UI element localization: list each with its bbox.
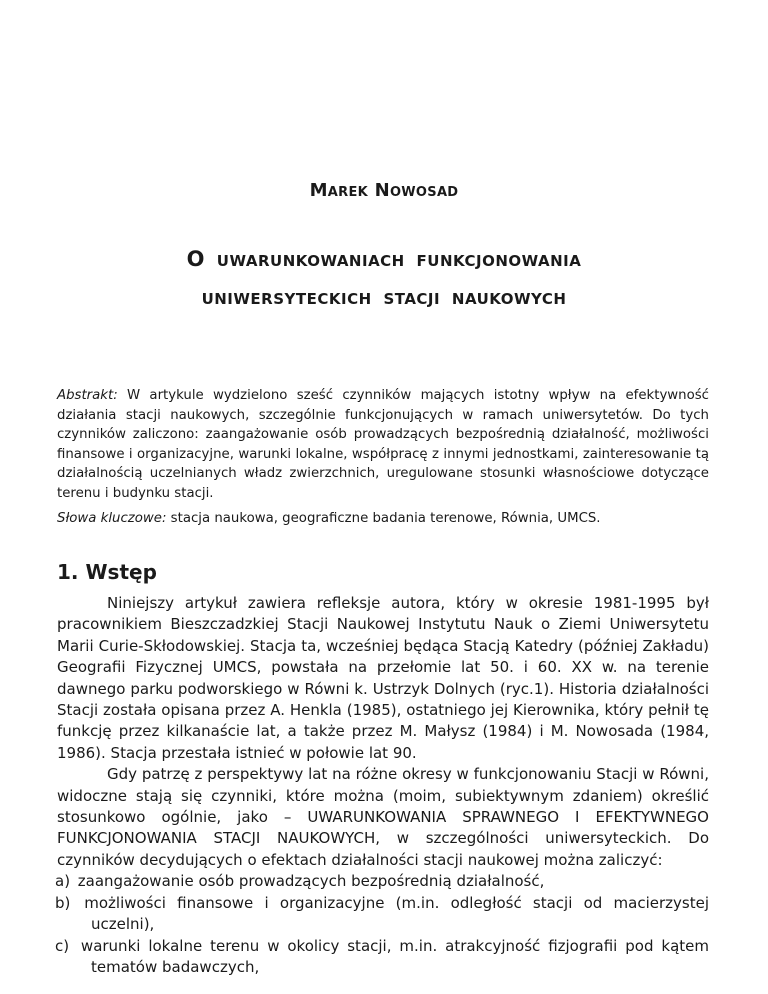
- section-heading: 1. Wstęp: [57, 560, 157, 584]
- paragraph: Niniejszy artykuł zawiera refleksje autora, który w okresie 1981-1995 był pracownikiem Bieszczadzkiej Stacji Naukowej Instytutu Nauk o Ziemi Uniwersytetu Marii Curie-Skłodowskiej. Stacja ta, wcześniej będąca Stacją Katedry (później Zakładu) Geografii Fizycznej UMCS, powstała na przełomie lat 50. i 60. XX w. na terenie dawnego parku podworskiego w Równi k. Ustrzyk Dolnych (ryc.1). Historia działalności Stacji została opisana przez A. Henkla (1985), ostatniego jej Kierownika, który pełnił tę funkcję przez kilkanaście lat, a także przez M. Małysz (1984) i M. Nowosada (1984, 1986). Stacja przestała istnieć w połowie lat 90.: [57, 594, 709, 762]
- abstract-label: Abstrakt:: [57, 388, 118, 403]
- abstract: [57, 386, 709, 504]
- author-name: Marek Nowosad: [309, 180, 459, 201]
- list-item: a) zaangażowanie osób prowadzących bezpośrednią działalność,: [55, 872, 545, 891]
- list-item-text: warunki lokalne terenu w okolicy stacji, m.in. atrakcyjność fizjografii pod kątem tematów badawczych,: [80, 936, 709, 976]
- factor-list: [57, 871, 709, 978]
- list-item: b) możliwości finansowe i organizacyjne (m.in. odległość stacji od macierzystej uczelni),: [55, 893, 709, 934]
- list-item-text: możliwości finansowe i organizacyjne (m.in. odległość stacji od macierzystej uczelni),: [84, 893, 709, 934]
- paragraph: Gdy patrzę z perspektywy lat na różne okresy w funkcjonowaniu Stacji w Równi, widoczne stają się czynniki, które można (moim, subiektywnym zdaniem) określić stosunkowo ogólnie, jako – UWARUNKOWANIA SPRAWNEGO I EFEKTYWNEGO FUNKCJONOWANIA STACJI NAUKOWYCH, w szczególności uniwersyteckich. Do czynników decydujących o efektach działalności stacji naukowej można zaliczyć:: [57, 765, 709, 869]
- section-body: [57, 593, 709, 978]
- keywords-label: Słowa kluczowe:: [57, 511, 167, 526]
- keywords: [57, 509, 709, 529]
- abstract-text: W artykule wydzielono sześć czynników mających istotny wpływ na efektywność działania stacji naukowych, szczególnie funkcjonujących w ramach uniwersytetów. Do tych czynników zaliczono: zaangażowanie osób prowadzących bezpośrednią działalność, możliwości finansowe i organizacyjne, warunki lokalne, współpracę z innymi jednostkami, zainteresowanie tą działalnością uczelnianych władz zwierzchnich, uregulowane stosunki własnościowe dotyczące terenu i budynku stacji.: [57, 388, 709, 501]
- list-item-text: zaangażowanie osób prowadzących bezpośrednią działalność,: [77, 872, 545, 891]
- title-line-2: uniwersyteckich stacji naukowych: [201, 285, 567, 309]
- article-title: [0, 240, 768, 316]
- list-item: c) warunki lokalne terenu w okolicy stacji, m.in. atrakcyjność fizjografii pod kątem tematów badawczych,: [55, 936, 709, 976]
- keywords-text: stacja naukowa, geograficzne badania terenowe, Równia, UMCS.: [170, 511, 601, 526]
- title-line-1: O uwarunkowaniach funkcjonowania: [186, 247, 582, 271]
